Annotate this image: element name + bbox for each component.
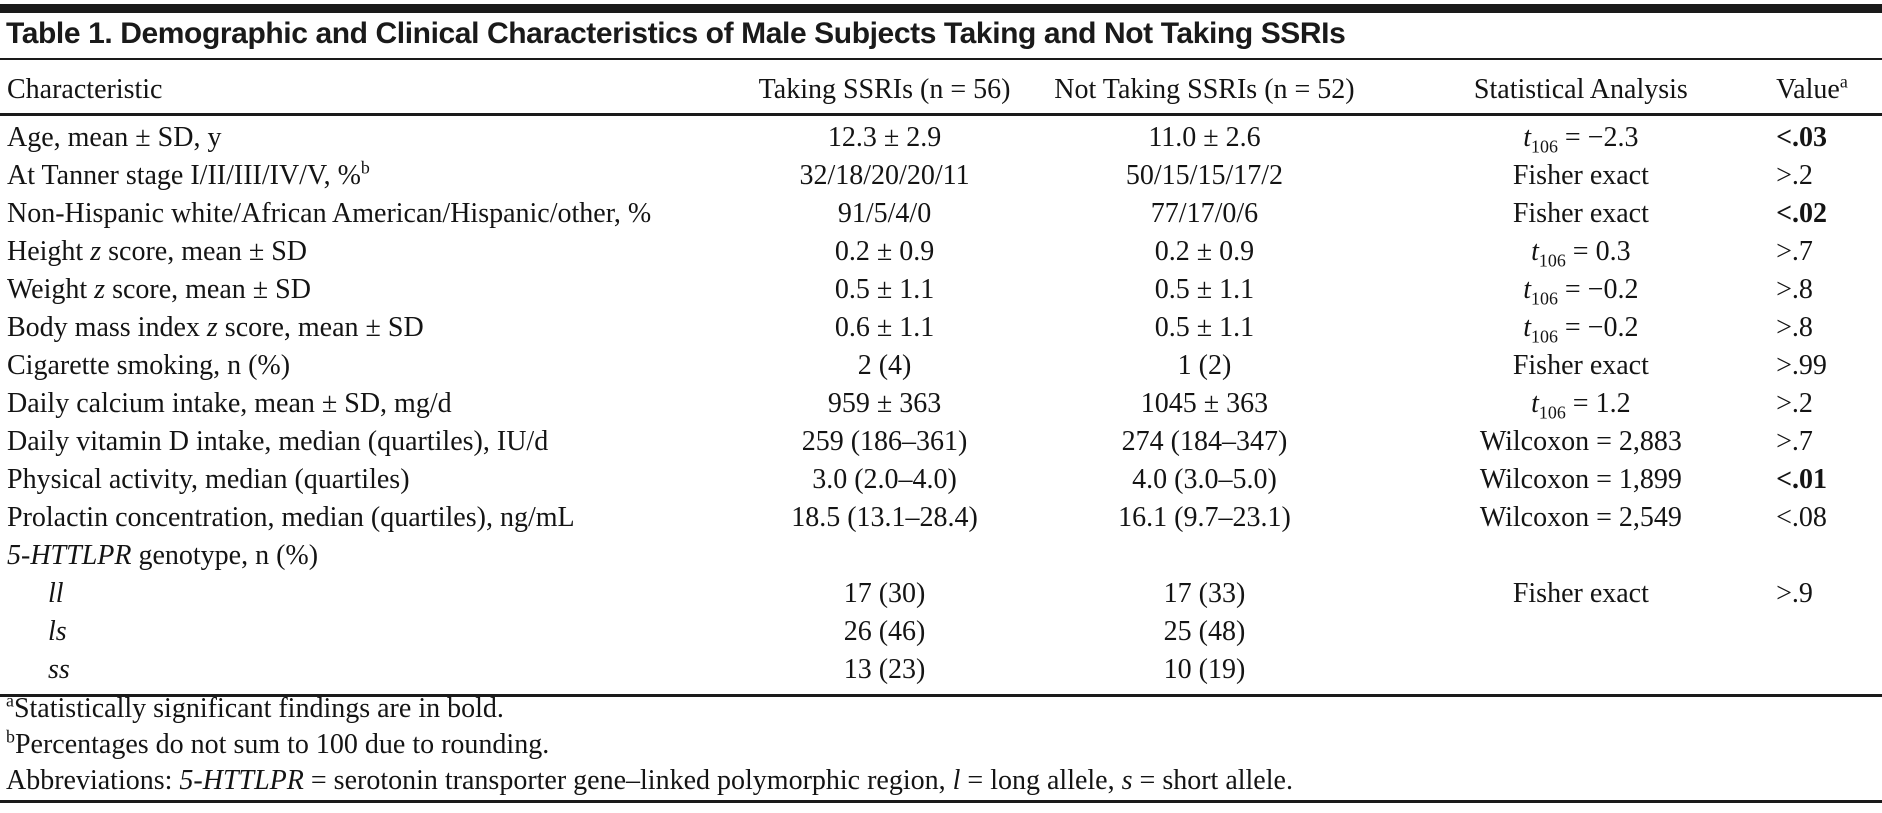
footnote: $^b$Percentages do not sum to 100 due to rounding. xyxy=(6,726,550,760)
cell-taking-ssris: 3.0 (2.0–4.0) xyxy=(812,464,957,495)
cell-statistical-analysis: Wilcoxon = 2,883 xyxy=(1479,426,1682,457)
cell-characteristic: Weight z score, mean ± SD xyxy=(7,274,311,305)
cell-taking-ssris xyxy=(753,537,1016,575)
cell-statistical-analysis xyxy=(1393,537,1769,575)
cell-characteristic: Prolactin concentration, median (quartiles), ng/mL xyxy=(7,502,575,533)
table-row xyxy=(0,385,1882,423)
cell-value: <.03 xyxy=(1776,122,1828,153)
footnote: Abbreviations: 5-HTTLPR = serotonin transporter gene–linked polymorphic region, l = long allele, s = short allele. xyxy=(6,765,1293,796)
cell-characteristic: Physical activity, median (quartiles) xyxy=(7,464,410,495)
cell-statistical-analysis xyxy=(1393,613,1769,651)
cell-value xyxy=(1769,613,1882,651)
demographics-table xyxy=(0,60,1882,697)
cell-value: <.01 xyxy=(1776,464,1828,495)
cell-characteristic: 5-HTTLPR genotype, n (%) xyxy=(7,540,319,571)
cell-characteristic: ls xyxy=(48,616,67,647)
table-row xyxy=(0,461,1882,499)
cell-value xyxy=(1769,537,1882,575)
cell-taking-ssris: 17 (30) xyxy=(843,578,926,609)
cell-value: >.7 xyxy=(1776,426,1813,457)
cell-characteristic: Daily vitamin D intake, median (quartiles), IU/d xyxy=(7,426,549,457)
cell-not-taking-ssris: 16.1 (9.7–23.1) xyxy=(1118,502,1291,533)
table-top-border-rule xyxy=(0,4,1882,13)
cell-not-taking-ssris: 1045 ± 363 xyxy=(1140,388,1269,419)
cell-characteristic: ss xyxy=(48,654,70,685)
cell-characteristic: Age, mean ± SD, y xyxy=(7,122,222,153)
column-header-value: Value$^a$ xyxy=(1769,60,1882,115)
table-row xyxy=(0,157,1882,195)
cell-taking-ssris: 12.3 ± 2.9 xyxy=(827,122,942,153)
cell-not-taking-ssris: 10 (19) xyxy=(1163,654,1246,685)
cell-not-taking-ssris: 11.0 ± 2.6 xyxy=(1148,122,1261,153)
cell-taking-ssris: 259 (186–361) xyxy=(801,426,968,457)
cell-value: >.9 xyxy=(1776,578,1813,609)
cell-value: >.7 xyxy=(1776,236,1813,267)
cell-not-taking-ssris: 0.5 ± 1.1 xyxy=(1154,274,1255,305)
table-title: Table 1. Demographic and Clinical Characteristics of Male Subjects Taking and Not Taking SSRIs xyxy=(6,17,1346,50)
cell-statistical-analysis: $t_{106} = 0.3$ xyxy=(1531,236,1631,271)
table-row xyxy=(0,233,1882,271)
cell-value: >.2 xyxy=(1776,160,1813,191)
cell-not-taking-ssris: 77/17/0/6 xyxy=(1150,198,1259,229)
cell-not-taking-ssris: 17 (33) xyxy=(1163,578,1246,609)
cell-characteristic: Non-Hispanic white/African American/Hispanic/other, % xyxy=(7,198,652,229)
column-header-statistical-analysis: Statistical Analysis xyxy=(1393,60,1769,115)
table-row xyxy=(0,347,1882,385)
cell-statistical-analysis: $t_{106} = 1.2$ xyxy=(1531,388,1631,423)
cell-not-taking-ssris: 50/15/15/17/2 xyxy=(1125,160,1284,191)
cell-taking-ssris: 13 (23) xyxy=(843,654,926,685)
cell-taking-ssris: 0.2 ± 0.9 xyxy=(834,236,935,267)
cell-characteristic: ll xyxy=(48,578,64,609)
table-row xyxy=(0,271,1882,309)
cell-value: >.8 xyxy=(1776,274,1813,305)
table-body xyxy=(0,115,1882,696)
cell-statistical-analysis: $t_{106} = -0.2$ xyxy=(1523,312,1639,347)
cell-statistical-analysis: Fisher exact xyxy=(1512,160,1649,191)
cell-value: >.99 xyxy=(1776,350,1827,381)
cell-characteristic: At Tanner stage I/II/III/IV/V, %$^b$ xyxy=(7,157,370,191)
cell-statistical-analysis: Wilcoxon = 1,899 xyxy=(1479,464,1682,495)
table-header-row xyxy=(0,60,1882,115)
cell-value xyxy=(1769,651,1882,696)
cell-characteristic: Height z score, mean ± SD xyxy=(7,236,307,267)
table-header xyxy=(0,60,1882,115)
table-bottom-border-rule xyxy=(0,800,1882,803)
cell-not-taking-ssris: 25 (48) xyxy=(1163,616,1246,647)
cell-taking-ssris: 18.5 (13.1–28.4) xyxy=(791,502,978,533)
cell-characteristic: Daily calcium intake, mean ± SD, mg/d xyxy=(7,388,452,419)
cell-not-taking-ssris: 4.0 (3.0–5.0) xyxy=(1132,464,1277,495)
cell-taking-ssris: 32/18/20/20/11 xyxy=(799,160,970,191)
cell-taking-ssris: 26 (46) xyxy=(843,616,926,647)
column-header-characteristic: Characteristic xyxy=(0,60,753,115)
column-header-not-taking-ssris: Not Taking SSRIs (n = 52) xyxy=(1016,60,1392,115)
cell-taking-ssris: 959 ± 363 xyxy=(827,388,942,419)
table-row xyxy=(0,423,1882,461)
cell-statistical-analysis: $t_{106} = -0.2$ xyxy=(1523,274,1639,309)
table-row xyxy=(0,195,1882,233)
cell-taking-ssris: 2 (4) xyxy=(857,350,912,381)
cell-not-taking-ssris: 1 (2) xyxy=(1177,350,1232,381)
cell-statistical-analysis: $t_{106} = -2.3$ xyxy=(1523,122,1639,157)
table-row xyxy=(0,499,1882,537)
cell-value: >.8 xyxy=(1776,312,1813,343)
cell-not-taking-ssris: 0.2 ± 0.9 xyxy=(1154,236,1255,267)
column-header-taking-ssris: Taking SSRIs (n = 56) xyxy=(753,60,1016,115)
cell-value: <.08 xyxy=(1776,502,1827,533)
table-row xyxy=(0,575,1882,613)
cell-statistical-analysis: Fisher exact xyxy=(1512,198,1649,229)
table-row xyxy=(0,651,1882,696)
cell-characteristic: Cigarette smoking, n (%) xyxy=(7,350,291,381)
footnote: $^a$Statistically significant findings are in bold. xyxy=(6,690,504,724)
cell-statistical-analysis: Wilcoxon = 2,549 xyxy=(1479,502,1682,533)
cell-statistical-analysis: Fisher exact xyxy=(1512,350,1649,381)
cell-value: >.2 xyxy=(1776,388,1813,419)
table-row xyxy=(0,537,1882,575)
cell-not-taking-ssris: 0.5 ± 1.1 xyxy=(1154,312,1255,343)
cell-statistical-analysis: Fisher exact xyxy=(1512,578,1649,609)
cell-characteristic: Body mass index z score, mean ± SD xyxy=(7,312,424,343)
cell-value: <.02 xyxy=(1776,198,1828,229)
table-row xyxy=(0,613,1882,651)
cell-taking-ssris: 0.5 ± 1.1 xyxy=(834,274,935,305)
table-row xyxy=(0,309,1882,347)
table-footnotes xyxy=(6,691,1293,799)
cell-not-taking-ssris xyxy=(1016,537,1392,575)
cell-not-taking-ssris: 274 (184–347) xyxy=(1121,426,1288,457)
cell-taking-ssris: 0.6 ± 1.1 xyxy=(834,312,935,343)
table-row xyxy=(0,115,1882,158)
cell-taking-ssris: 91/5/4/0 xyxy=(837,198,932,229)
cell-statistical-analysis xyxy=(1393,651,1769,696)
